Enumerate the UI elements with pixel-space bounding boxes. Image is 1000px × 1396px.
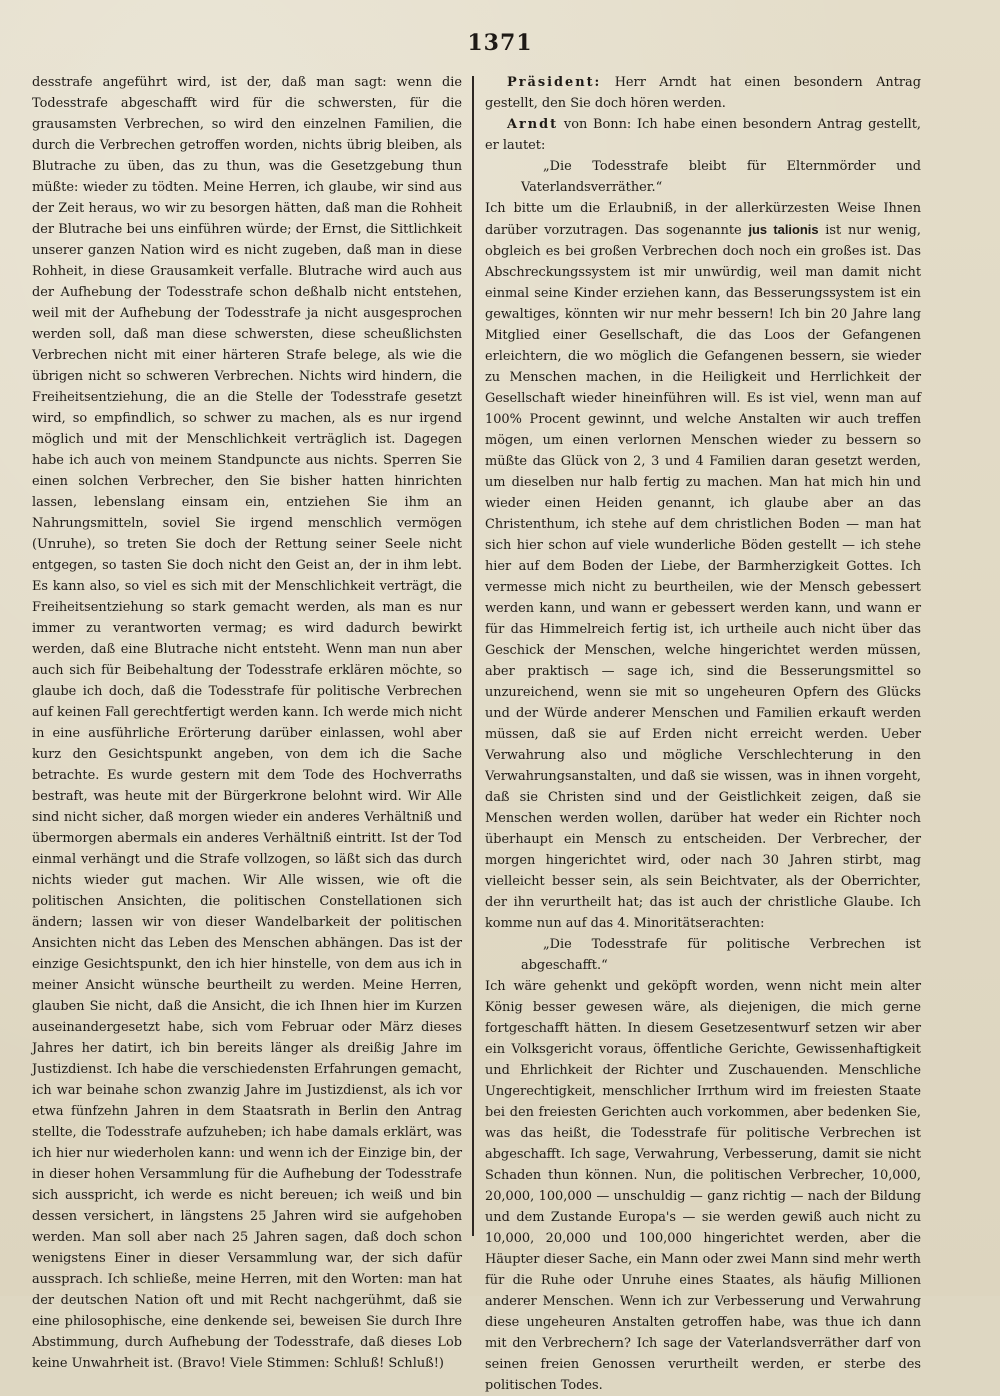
minority-opinion-quote: „Die Todesstrafe für politische Verbrechen ist abgeschafft.“ [521,937,921,973]
motion-quote: „Die Todesstrafe bleibt für Elternmörder und Vaterlandsverräther.“ [521,159,921,195]
page-number: 1371 [467,30,533,56]
arndt-argument-paragraph [485,198,921,934]
latin-phrase: jus talionis [748,222,819,237]
speaker-president: Präsident: [507,75,602,90]
president-paragraph [485,72,921,114]
president-text: Herr Arndt hat einen besondern Antrag gestellt, den Sie doch hören werden. [485,75,921,111]
arndt-paragraph [485,114,921,156]
arndt-intro: von Bonn: Ich habe einen besondern Antrag gestellt, er lautet: [485,117,921,153]
left-column [32,72,462,1374]
left-column-text: desstrafe angeführt wird, ist der, daß man sagt: wenn die Todesstrafe abgeschafft wird für die schwersten, für die grausamsten Verbrechen, so wird den einzelnen Familien, die durch die Verbrechen getroffen worden, nichts übrig bleiben, als Blutrache zu üben, das zu thun, was die Gesetzgebung thun müßte: wieder zu tödten. Meine Herren, ich glaube, wir sind aus der Zeit heraus, wo wir zu besorgen hätten, daß man die Rohheit der Blutrache bei uns einführen würde; der Ernst, die Sittlichkeit unserer ganzen Nation wird es nicht zugeben, daß man in diese Rohheit, in diese Grausamkeit verfalle. Blutrache wird auch aus der Aufhebung der Todesstrafe schon deßhalb nicht entstehen, weil mit der Aufhebung der Todesstrafe ja nicht ausgesprochen werden soll, daß man diese schwersten, diese scheußlichsten Verbrechen nicht mit einer härteren Strafe belege, als wie die übrigen nicht so schweren Verbrechen. Nichts wird hindern, die Freiheitsentziehung, die an die Stelle der Todesstrafe gesetzt wird, so empfindlich, so schwer zu machen, als es nur irgend möglich und mit der Menschlichkeit verträglich ist. Dagegen habe ich auch von meinem Standpuncte aus nichts. Sperren Sie einen solchen Verbrecher, den Sie bisher hatten hinrichten lassen, lebenslang einsam ein, entziehen Sie ihm an Nahrungsmitteln, soviel Sie irgend menschlich vermögen (Unruhe), so treten Sie doch der Rettung seiner Seele nicht entgegen, so tasten Sie doch nicht den Geist an, der in ihm lebt. Es kann also, so viel es sich mit der Menschlichkeit verträgt, die Freiheitsentziehung so stark gemacht werden, als man es nur immer zu verantworten vermag; es wird dadurch bewirkt werden, daß eine Blutrache nicht entsteht. Wenn man nun aber auch sich für Beibehaltung der Todesstrafe erklären möchte, so glaube ich doch, daß die Todesstrafe für politische Verbrechen auf keinen Fall gerechtfertigt werden kann. Ich werde mich nicht in eine ausführliche Erörterung darüber einlassen, wohl aber kurz den Gesichtspunkt angeben, von dem ich die Sache betrachte. Es wurde gestern mit dem Tode des Hochverraths bestraft, was heute mit der Bürgerkrone belohnt wird. Wir Alle sind nicht sicher, daß morgen wieder ein anderes Verhältniß und übermorgen abermals ein anderes Verhältniß eintritt. Ist der Tod einmal verhängt und die Strafe vollzogen, so läßt sich das durch nichts wieder gut machen. Wir Alle wissen, wie oft die politischen Ansichten, die politischen Constellationen sich ändern; lassen wir von dieser Wandelbarkeit der politischen Ansichten nicht das Leben des Menschen abhängen. Das ist der einzige Gesichtspunkt, den ich hier hinstelle, von dem aus ich in meiner Ansicht wünsche beurtheilt zu werden. Meine Herren, glauben Sie nicht, daß die Ansicht, die ich Ihnen hier im Kurzen auseinandergesetzt habe, sich vom Februar oder März dieses Jahres her datirt, ich bin bereits länger als dreißig Jahre im Justizdienst. Ich habe die verschiedensten Erfahrungen gemacht, ich war beinahe schon zwanzig Jahre im Justizdienst, als ich vor etwa fünfzehn Jahren in dem Staatsrath in Berlin den Antrag stellte, die Todesstrafe aufzuheben; ich habe damals erklärt, was ich hier nur wiederholen kann: und wenn ich der Einzige bin, der in dieser hohen Versammlung für die Aufhebung der Todesstrafe sich ausspricht, ich werde es nicht bereuen; ich weiß und bin dessen versichert, in längstens 25 Jahren wird sie aufgehoben werden. Man soll aber nach 25 Jahren sagen, daß doch schon wenigstens Einer in dieser Versammlung war, der sich dafür aussprach. Ich schließe, meine Herren, mit den Worten: man hat der deutschen Nation oft und mit Recht nachgerühmt, daß sie eine philosophische, eine denkende sei, beweisen Sie durch Ihre Abstimmung, durch Aufhebung der Todesstrafe, daß dieses Lob keine Unwahrheit ist. (Bravo! Viele Stimmen: Schluß! Schluß!) [32,75,462,1371]
argument-text-start: Ich bitte um die Erlaubniß, in der allerkürzesten Weise Ihnen darüber vorzutragen. Das sogenannte [485,201,921,238]
arndt-closing-paragraph: Ich wäre gehenkt und geköpft worden, wenn nicht mein alter König besser gewesen wäre, als diejenigen, die mich gerne fortgeschafft hätten. In diesem Gesetzesentwurf setzen wir aber ein Volksgericht voraus, öffentliche Gerichte, Gewissenhaftigkeit und Ehrlichkeit der Richter und Zuschauenden. Menschliche Ungerechtigkeit, menschlicher Irrthum wird im freiesten Staate bei den freiesten Gerichten auch vorkommen, aber bedenken Sie, was das heißt, die Todesstrafe für politische Verbrechen ist abgeschafft. Ich sage, Verwahrung, Verbesserung, damit sie nicht Schaden thun können. Nun, die politischen Verbrecher, 10,000, 20,000, 100,000 — unschuldig — ganz richtig — nach der Bildung und dem Zustande Europa's — sie werden gewiß auch nicht zu 10,000, 20,000 und 100,000 hingerichtet werden, aber die Häupter dieser Sache, ein Mann oder zwei Mann sind mehr werth für die Ruhe oder Unruhe eines Staates, als häufig Millionen anderer Menschen. Wenn ich zur Verbesserung und Verwahrung diese ungeheuren Anstalten getroffen habe, was thue ich dann mit den Verbrechern? Ich sage der Vaterlandsverräther darf von seinen freien Genossen verurtheilt werden, er sterbe des politischen Todes. [485,979,921,1393]
argument-text-rest: ist nur wenig, obgleich es bei großen Verbrechen doch noch ein großes ist. Das Abschreckungssystem ist mir unwürdig, weil man damit nicht einmal seine Kinder erziehen kann, das Besserungssystem ist ein gewaltiges, könnten wir nur mehr bessern! Ich bin 20 Jahre lang Mitglied einer Gesellschaft, die das Loos der Gefangenen erleichtern, die wo möglich die Gefangenen bessern, sie wieder zu Menschen machen, in die Heiligkeit und Herrlichkeit der Gesellschaft wieder hineinführen will. Es ist viel, wenn man auf 100% Procent gewinnt, und welche Anstalten wir auch treffen mögen, um einen verlornen Menschen wieder zu bessern so müßte das Glück von 2, 3 und 4 Familien daran gesetzt werden, um dieselben nur halb fertig zu machen. Man hat mich hin und wieder einen Heiden genannt, ich glaube aber an das Christenthum, ich stehe auf dem christlichen Boden — man hat sich hier schon auf viele wunderliche Böden gestellt — ich stehe hier auf dem Boden der Liebe, der Barmherzigkeit Gottes. Ich vermesse mich nicht zu beurtheilen, wie der Mensch gebessert werden kann, und wann er gebessert werden kann, und wann er für das Himmelreich fertig ist, ich urtheile auch nicht über das Geschick der Menschen, welche hingerichtet werden müssen, aber praktisch — sage ich, sind die Besserungsmittel so unzureichend, wenn sie mit so ungeheuren Opfern des Glücks und der Würde anderer Menschen und Familien erkauft werden müssen, daß sie auf Erden nicht erreicht werden. Ueber Verwahrung also und mögliche Verschlechterung in den Verwahrungsanstalten, und daß sie wissen, was in ihnen vorgeht, daß sie Christen sind und der Geistlichkeit zeigen, daß sie Menschen werden wollen, darüber hat weder ein Richter noch überhaupt ein Mensch zu entscheiden. Der Verbrecher, der morgen hingerichtet wird, oder nach 30 Jahren stirbt, mag vielleicht besser sein, als sein Beichtvater, als der Oberrichter, der ihn verurtheilt hat; das ist auch der christliche Glaube. Ich komme nun auf das 4. Minoritätserachten: [485,223,921,931]
right-column [485,72,921,1396]
column-divider [472,76,474,1236]
speaker-arndt: Arndt [507,117,559,132]
